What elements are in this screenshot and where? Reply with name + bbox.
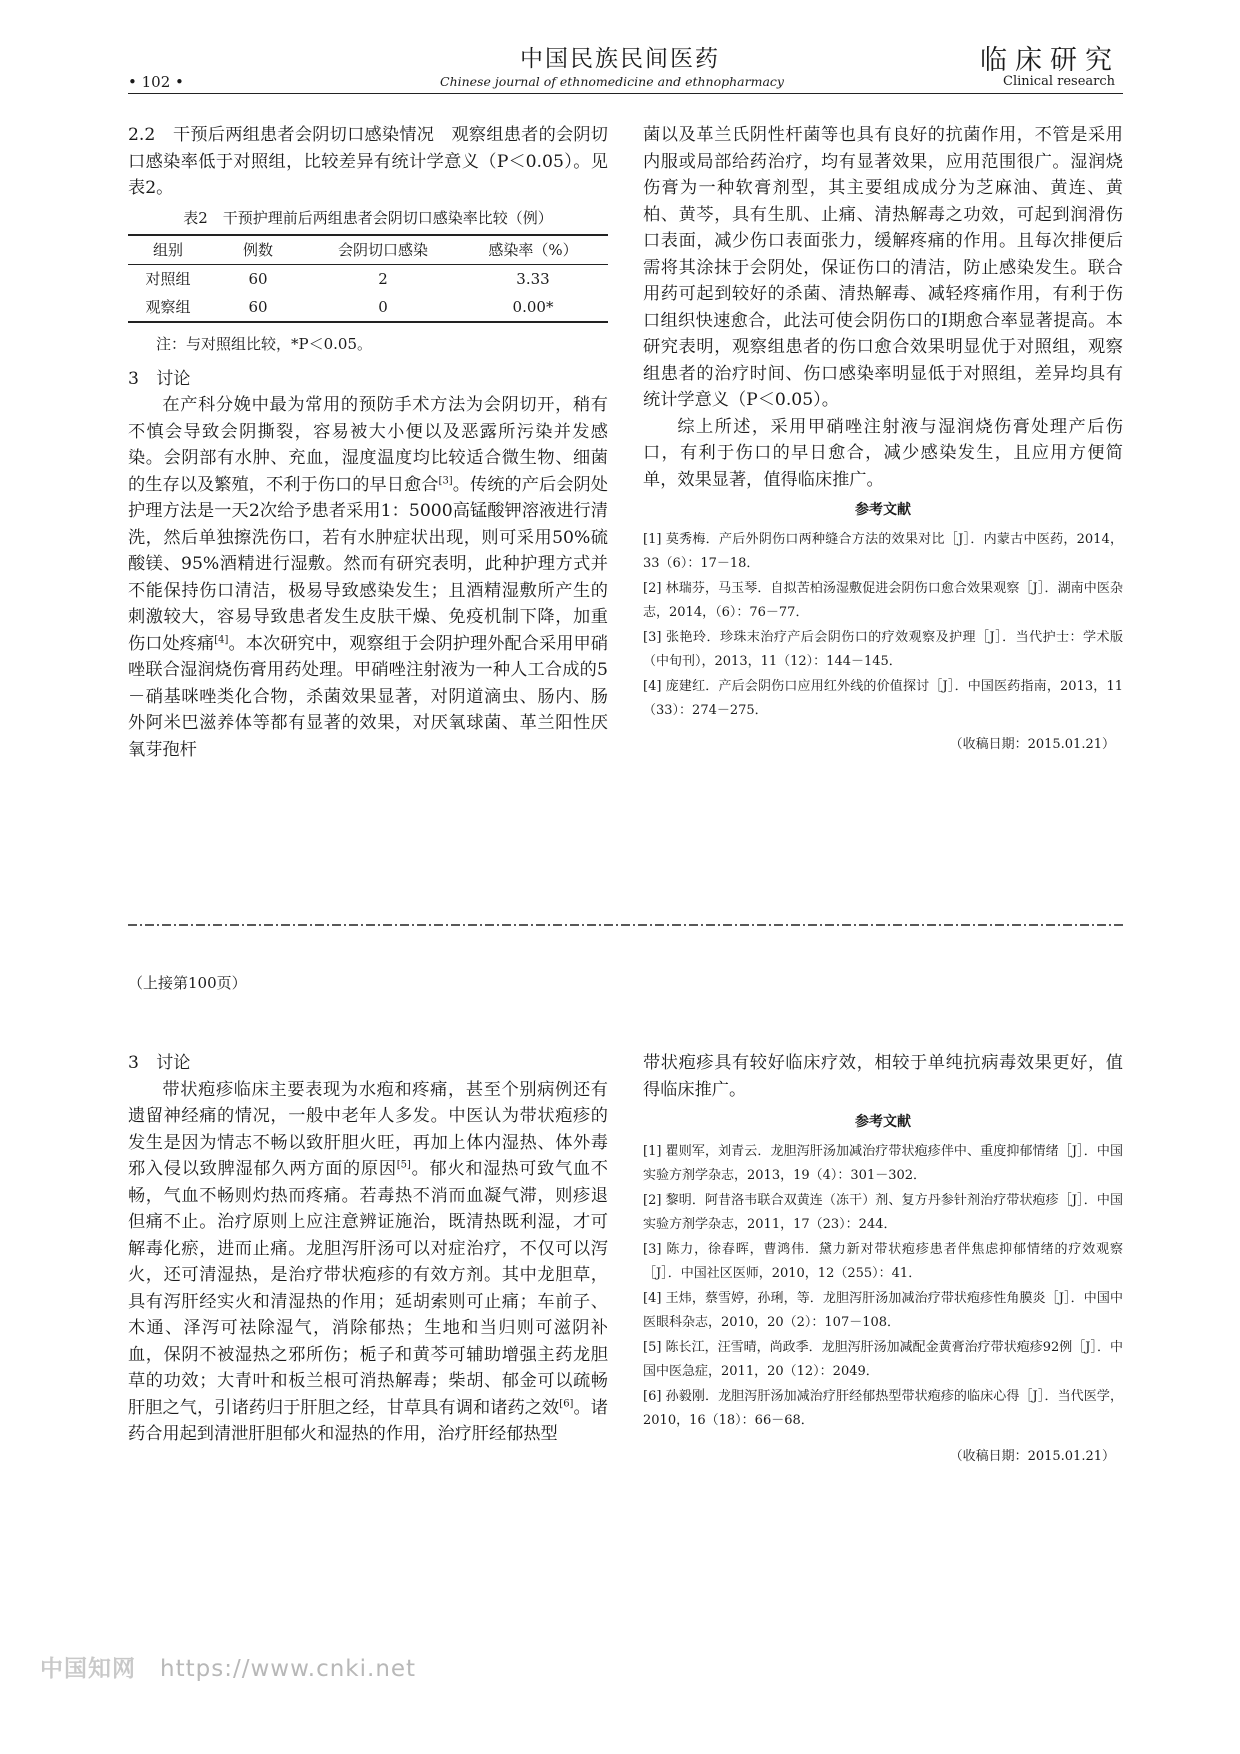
cnki-watermark <box>40 1650 416 1683</box>
received-date: （收稿日期：2015.01.21） <box>949 736 1115 752</box>
discussion-paragraph <box>128 1077 608 1448</box>
header-rule <box>128 93 1123 94</box>
reference-item: [1] 莫秀梅．产后外阴伤口两种缝合方法的效果对比［J］．内蒙古中医药，2014，33（6）：17－18． <box>643 531 1123 571</box>
references-title: 参考文献 <box>855 1114 911 1130</box>
reference-item: [3] 张艳玲．珍珠末治疗产后会阴伤口的疗效观察及护理［J］．当代护士：学术版（中旬刊），2013，11（12）：144－145． <box>643 629 1123 669</box>
text-run: 。郁火和湿热可致气血不畅，气血不畅则灼热而疼痛。若毒热不消而血凝气滞，则疹退但痛不止。治疗原则上应注意辨证施治，既清热既利湿，才可解毒化瘀，进而止痛。龙胆泻肝汤可以对症治疗，不仅可以泻火，还可清湿热，是治疗带状疱疹的有效方剂。其中龙胆草，具有泻肝经实火和清湿热的作用；延胡索则可止痛；车前子、木通、泽泻可祛除湿气，消除郁热；生地和当归则可滋阴补血，保阴不被湿热之邪所伤；栀子和黄芩可辅助增强主药龙胆草的功效；大青叶和板兰根可消热解毒；柴胡、郁金可以疏畅肝胆之气，引诸药归于肝胆之经，甘草具有调和诸药之效 <box>128 1159 608 1418</box>
table-note: 注：与对照组比较，*P＜0.05。 <box>156 335 372 353</box>
table-header-row <box>128 235 608 265</box>
cnki-logo: 中国知网 <box>40 1656 136 1682</box>
citation: [4] <box>214 633 229 645</box>
table-row <box>128 293 608 322</box>
table-header-cell: 例数 <box>208 235 308 265</box>
text-run: 带状疱疹临床主要表现为水疱和疼痛，甚至个别病例还有遗留神经痛的情况，一般中老年人多发。中医认为带状疱疹的发生是因为情志不畅以致肝胆火旺，再加上体内湿热、体外毒邪入侵以致脾湿郁久两方面的原因 <box>128 1079 608 1179</box>
discussion-paragraph <box>128 392 608 763</box>
article-divider <box>128 920 1123 930</box>
reference-item: [5] 陈长江，汪雪晴，尚政季．龙胆泻肝汤加减配金黄膏治疗带状疱疹92例［J］．中国中医急症，2011，20（12）：2049． <box>643 1339 1123 1379</box>
text-run: 。本次研究中，观察组于会阴护理外配合采用甲硝唑联合湿润烧伤膏用药处理。甲硝唑注射液为一种人工合成的5－硝基咪唑类化合物，杀菌效果显著，对阴道滴虫、肠内、肠外阿米巴滋养体等都有显著的效果，对厌氧球菌、革兰阳性厌氧芽孢杆 <box>128 633 608 760</box>
reference-item: [4] 王炜，蔡雪婷，孙琍，等．龙胆泻肝汤加减治疗带状疱疹性角膜炎［J］．中国中医眼科杂志，2010，20（2）：107－108． <box>643 1290 1123 1330</box>
top-left-column <box>128 122 608 763</box>
table-cell: 0 <box>308 293 458 322</box>
text-run: 。诸药合用起到清泄肝胆郁火和湿热的作用，治疗肝经郁热型 <box>128 1397 608 1444</box>
journal-title: 中国民族民间医药 <box>520 46 720 72</box>
table-cell: 0.00* <box>458 293 608 322</box>
table-cell: 对照组 <box>145 269 191 288</box>
reference-item: [2] 黎明．阿昔洛韦联合双黄连（冻干）剂、复方丹参针剂治疗带状疱疹［J］．中国实验方剂学杂志，2011，17（23）：244． <box>643 1192 1123 1232</box>
reference-item: [3] 陈力，徐春晖，曹鸿伟．黛力新对带状疱疹患者伴焦虑抑郁情绪的疗效观察［J］．中国社区医师，2010，12（255）：41． <box>643 1241 1123 1281</box>
table-caption: 表2 干预护理前后两组患者会阴切口感染率比较（例） <box>183 208 553 227</box>
text-run: 在产科分娩中最为常用的预防手术方法为会阴切开，稍有不慎会导致会阴撕裂，容易被大小便以及恶露所污染并发感染。会阴部有水肿、充血，湿度温度均比较适合微生物、细菌的生存以及繁殖，不利于伤口的早日愈合 <box>128 395 608 495</box>
section-2-2: 2.2 干预后两组患者会阴切口感染情况 观察组患者的会阴切口感染率低于对照组，比较差异有统计学意义（P＜0.05）。见表2。 <box>128 125 608 198</box>
references-title: 参考文献 <box>855 502 911 518</box>
page-number: • 102 • <box>128 73 184 91</box>
table-header-cell: 感染率（%） <box>458 235 608 265</box>
section-3-heading: 3 讨论 <box>128 368 191 389</box>
text-run: 。传统的产后会阴处护理方法是一天2次给予患者采用1：5000高锰酸钾溶液进行清洗，然后单独擦洗伤口，若有水肿症状出现，则可采用50%硫酸镁、95%酒精进行湿敷。然而有研究表明，此种护理方式并不能保持伤口清洁，极易导致感染发生；且酒精湿敷所产生的刺激较大，容易导致患者发生皮肤干燥、免疫机制下降，加重伤口处疼痛 <box>128 474 608 654</box>
table-row <box>128 265 608 294</box>
table-cell: 观察组 <box>128 293 208 322</box>
table-header-cell: 组别 <box>128 235 208 265</box>
references-list <box>643 1140 1123 1434</box>
top-right-column <box>643 122 1123 758</box>
section-title-en: Clinical research <box>1003 74 1116 89</box>
table-cell: 60 <box>248 269 268 288</box>
discussion-paragraph: 带状疱疹具有较好临床疗效，相较于单纯抗病毒效果更好，值得临床推广。 <box>643 1053 1123 1100</box>
table-cell: 2 <box>378 269 388 288</box>
bottom-right-column <box>643 1050 1123 1470</box>
bottom-left-column <box>128 1050 608 1448</box>
table-cell: 3.33 <box>516 269 550 288</box>
table-2 <box>128 234 608 323</box>
table-header-cell: 会阴切口感染 <box>308 235 458 265</box>
discussion-paragraph: 菌以及革兰氏阴性杆菌等也具有良好的抗菌作用，不管是采用内服或局部给药治疗，均有显著效果，应用范围很广。湿润烧伤膏为一种软膏剂型，其主要组成成分为芝麻油、黄连、黄柏、黄芩，具有生肌、止痛、清热解毒之功效，可起到润滑伤口表面，减少伤口表面张力，缓解疼痛的作用。且每次排便后需将其涂抹于会阴处，保证伤口的清洁，防止感染发生。联合用药可起到较好的杀菌、清热解毒、减轻疼痛作用，有利于伤口组织快速愈合，此法可使会阴伤口的Ⅰ期愈合率显著提高。本研究表明，观察组患者的伤口愈合效果明显优于对照组，观察组患者的治疗时间、伤口感染率明显低于对照组，差异均具有统计学意义（P＜0.05）。 <box>643 125 1123 410</box>
section-3-heading: 3 讨论 <box>128 1053 191 1073</box>
journal-title-en: Chinese journal of ethnomedicine and ethnopharmacy <box>440 74 784 89</box>
references-list <box>643 528 1123 724</box>
citation: [3] <box>438 474 453 486</box>
reference-item: [4] 庞建红．产后会阴伤口应用红外线的价值探讨［J］．中国医药指南，2013，11（33）：274－275． <box>643 678 1123 718</box>
reference-item: [1] 瞿则军，刘青云．龙胆泻肝汤加减治疗带状疱疹伴中、重度抑郁情绪［J］．中国实验方剂学杂志，2013，19（4）：301－302． <box>643 1143 1123 1183</box>
received-date: （收稿日期：2015.01.21） <box>949 1448 1115 1464</box>
reference-item: [2] 林瑞芬，马玉琴．自拟苦柏汤湿敷促进会阴伤口愈合效果观察［J］．湖南中医杂志，2014，（6）：76－77． <box>643 580 1123 620</box>
citation: [5] <box>396 1159 411 1171</box>
continued-note: （上接第100页） <box>128 974 247 992</box>
table-cell: 60 <box>208 293 308 322</box>
section-title: 临床研究 <box>980 45 1120 76</box>
citation: [6] <box>559 1397 574 1409</box>
reference-item: [6] 孙毅刚．龙胆泻肝汤加减治疗肝经郁热型带状疱疹的临床心得［J］．当代医学，2010，16（18）：66－68． <box>643 1388 1123 1428</box>
cnki-url: https://www.cnki.net <box>160 1656 417 1682</box>
conclusion-paragraph: 综上所述，采用甲硝唑注射液与湿润烧伤膏处理产后伤口，有利于伤口的早日愈合，减少感染发生，且应用方便简单，效果显著，值得临床推广。 <box>643 416 1123 490</box>
